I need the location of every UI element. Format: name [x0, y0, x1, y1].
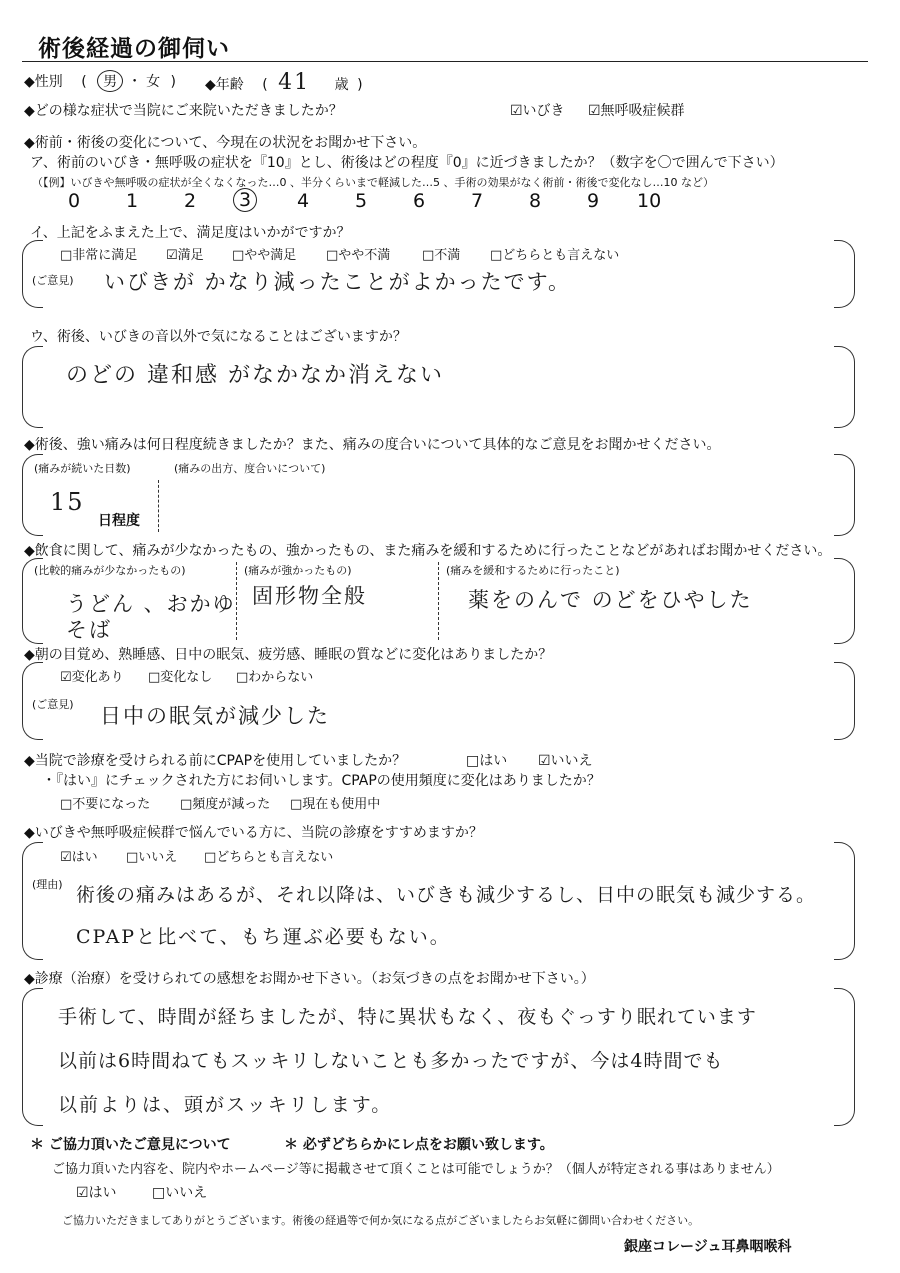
- q2i-opt-very-satisfied[interactable]: □非常に満足: [60, 248, 138, 263]
- sex-open-paren: (: [81, 74, 87, 90]
- title-underline: [22, 61, 868, 62]
- clinic-name: 銀座コレージュ耳鼻咽喉科: [624, 1239, 792, 1255]
- q4-col2-value[interactable]: 固形物全般: [252, 584, 367, 608]
- q3-divider: [158, 480, 159, 532]
- q1-text: ◆どの様な症状で当院にご来院いただきましたか？: [24, 103, 343, 119]
- q7-opt-no[interactable]: □いいえ: [126, 850, 178, 865]
- q7-reason-line1[interactable]: 術後の痛みはあるが、それ以降は、いびきも減少するし、日中の眠気も減少する。: [76, 884, 817, 906]
- q4-col3-value[interactable]: 薬をのんで のどをひやした: [468, 588, 753, 612]
- q6-sub-text: ・『はい』にチェックされた方にお伺いします。CPAPの使用頻度に変化はありましたか？: [42, 773, 601, 789]
- q5-opt-no-change[interactable]: □変化なし: [148, 670, 213, 685]
- q8-bracket-right: [834, 988, 855, 1126]
- scale-6[interactable]: 6: [413, 190, 426, 212]
- q2-text: ◆術前・術後の変化について、今現在の状況をお聞かせ下さい。: [24, 135, 427, 151]
- consent-question: ご協力頂いた内容を、院内やホームページ等に掲載させて頂くことは可能でしょうか？（個人が特定される事はありません）: [52, 1162, 780, 1177]
- q4-col3-label: (痛みを緩和するために行ったこと): [446, 564, 620, 577]
- q2u-text: ウ、術後、いびきの音以外で気になることはございますか？: [30, 329, 407, 345]
- q7-opt-neither[interactable]: □どちらとも言えない: [204, 850, 334, 865]
- q2i-handwritten-answer[interactable]: いびきが かなり減ったことがよかったです。: [104, 270, 571, 294]
- q3-text: ◆術後、強い痛みは何日程度続きましたか？また、痛みの度合いについて具体的なご意見をお聞かせください。: [24, 437, 721, 453]
- q7-reason-line2[interactable]: CPAPと比べて、もち運ぶ必要もない。: [76, 926, 451, 948]
- age-open-paren: (: [262, 77, 268, 93]
- q7-opt-yes[interactable]: ☑はい: [60, 850, 98, 865]
- q4-col1-label: (比較的痛みが少なかったもの): [34, 564, 186, 577]
- sex-male-option[interactable]: 男: [97, 70, 123, 92]
- q5-bracket-right: [834, 662, 855, 740]
- q2i-opt-somewhat-satisfied[interactable]: □やや満足: [232, 248, 297, 263]
- q4-divider-2: [438, 562, 439, 640]
- q6-opt-no[interactable]: ☑いいえ: [538, 753, 593, 769]
- q7-text: ◆いびきや無呼吸症候群で悩んでいる方に、当院の診療をすすめますか？: [24, 825, 483, 841]
- scale-0[interactable]: 0: [68, 190, 81, 212]
- q2i-opt-neither[interactable]: □どちらとも言えない: [490, 248, 620, 263]
- q7-bracket-right: [834, 842, 855, 960]
- q2i-opt-dissatisfied[interactable]: □不満: [422, 248, 461, 263]
- scale-8[interactable]: 8: [529, 190, 542, 212]
- q5-text: ◆朝の目覚め、熟睡感、日中の眠気、疲労感、睡眠の質などに変化はありましたか？: [24, 647, 553, 663]
- q4-col1-line1[interactable]: うどん 、おかゆ: [66, 592, 236, 616]
- scale-5[interactable]: 5: [355, 190, 368, 212]
- sex-row: [24, 70, 176, 92]
- age-unit: 歳: [334, 77, 349, 93]
- scale-2[interactable]: 2: [184, 190, 197, 212]
- q8-text: ◆診療（治療）を受けられての感想をお聞かせ下さい。（お気づきの点をお聞かせ下さい。）: [24, 971, 595, 987]
- q1-option-snoring[interactable]: ☑いびき: [510, 103, 565, 119]
- q3-days-value[interactable]: 15: [50, 488, 85, 516]
- scale-1[interactable]: 1: [126, 190, 139, 212]
- q3-bracket-right: [834, 454, 855, 536]
- q2u-handwritten-answer[interactable]: のどの 違和感 がなかなか消えない: [66, 363, 444, 388]
- q2a-text: ア、術前のいびき・無呼吸の症状を『10』とし、術後はどの程度『0』に近づきましたか？（数字を〇で囲んで下さい）: [30, 155, 784, 171]
- q2i-opt-satisfied[interactable]: ☑満足: [166, 248, 204, 263]
- q4-text: ◆飲食に関して、痛みが少なかったもの、強かったもの、また痛みを緩和するために行ったことなどがあればお聞かせください。: [24, 543, 832, 559]
- age-value[interactable]: 41: [278, 70, 311, 95]
- q5-handwritten-answer[interactable]: 日中の眠気が減少した: [100, 704, 330, 728]
- q5-opt-unknown[interactable]: □わからない: [236, 670, 314, 685]
- consent-title-b: ＊ 必ずどちらかにレ点をお願い致します。: [284, 1137, 554, 1153]
- age-close-paren: ): [357, 77, 363, 93]
- q1-option-apnea[interactable]: ☑無呼吸症候群: [588, 103, 685, 119]
- q8-bracket-left: [22, 988, 43, 1126]
- q7-reason-label: (理由): [32, 878, 63, 891]
- q2i-opt-somewhat-dissatisfied[interactable]: □やや不満: [326, 248, 391, 263]
- scale-3-selected[interactable]: 3: [233, 188, 257, 212]
- scale-10[interactable]: 10: [637, 190, 662, 212]
- q8-line1[interactable]: 手術して、時間が経ちましたが、特に異状もなく、夜もぐっすり眠れています: [58, 1006, 757, 1028]
- q8-line2[interactable]: 以前は6時間ねてもスッキリしないことも多かったですが、今は4時間でも: [58, 1050, 724, 1072]
- q2i-text: イ、上記をふまえた上で、満足度はいかがですか？: [30, 225, 351, 241]
- q3-days-unit: 日程度: [98, 513, 140, 529]
- age-label: ◆年齢: [205, 77, 244, 93]
- q4-bracket-right: [834, 558, 855, 644]
- scale-9[interactable]: 9: [587, 190, 600, 212]
- sex-separator: ・: [127, 74, 142, 90]
- page-title: 術後経過の御伺い: [38, 36, 230, 62]
- q6-sub-opt-reduced[interactable]: □頻度が減った: [180, 797, 271, 812]
- q2i-bracket-right: [834, 240, 855, 308]
- q8-line3[interactable]: 以前よりは、頭がスッキリします。: [58, 1094, 393, 1116]
- q2i-opinion-label: (ご意見): [32, 274, 74, 287]
- sex-female-option[interactable]: 女: [146, 74, 161, 90]
- consent-opt-no[interactable]: □いいえ: [152, 1185, 208, 1201]
- q6-opt-yes[interactable]: □はい: [466, 753, 508, 769]
- q6-text: ◆当院で診療を受けられる前にCPAPを使用していましたか？: [24, 753, 407, 769]
- q2a-example: （【例】いびきや無呼吸の症状が全くなくなった…0 、半分くらいまで軽減した…5 、手術の効果がなく術前・術後で変化なし…10 など）: [32, 176, 714, 189]
- q6-sub-opt-still-using[interactable]: □現在も使用中: [290, 797, 381, 812]
- q3-degree-label: (痛みの出方、度合いについて): [174, 462, 326, 475]
- scale-4[interactable]: 4: [297, 190, 310, 212]
- consent-title-a: ＊ ご協力頂いたご意見について: [30, 1137, 231, 1153]
- q4-col2-label: (痛みが強かったもの): [244, 564, 352, 577]
- q2u-bracket-left: [22, 346, 43, 428]
- age-row: [205, 70, 363, 95]
- q7-bracket-left: [22, 842, 43, 960]
- q5-opinion-label: (ご意見): [32, 698, 74, 711]
- consent-opt-yes[interactable]: ☑はい: [76, 1185, 117, 1201]
- q3-days-label: (痛みが続いた日数): [34, 462, 131, 475]
- q5-opt-changed[interactable]: ☑変化あり: [60, 670, 124, 685]
- sex-label: ◆性別: [24, 74, 63, 90]
- q4-divider-1: [236, 562, 237, 640]
- q6-sub-opt-unneeded[interactable]: □不要になった: [60, 797, 151, 812]
- q2u-bracket-right: [834, 346, 855, 428]
- scale-7[interactable]: 7: [471, 190, 484, 212]
- thanks-message: ご協力いただきましてありがとうございます。術後の経過等で何か気になる点がございましたらお気軽に御問い合わせください。: [62, 1214, 700, 1227]
- q4-col1-line2[interactable]: そば: [66, 618, 112, 642]
- sex-close-paren: ): [170, 74, 176, 90]
